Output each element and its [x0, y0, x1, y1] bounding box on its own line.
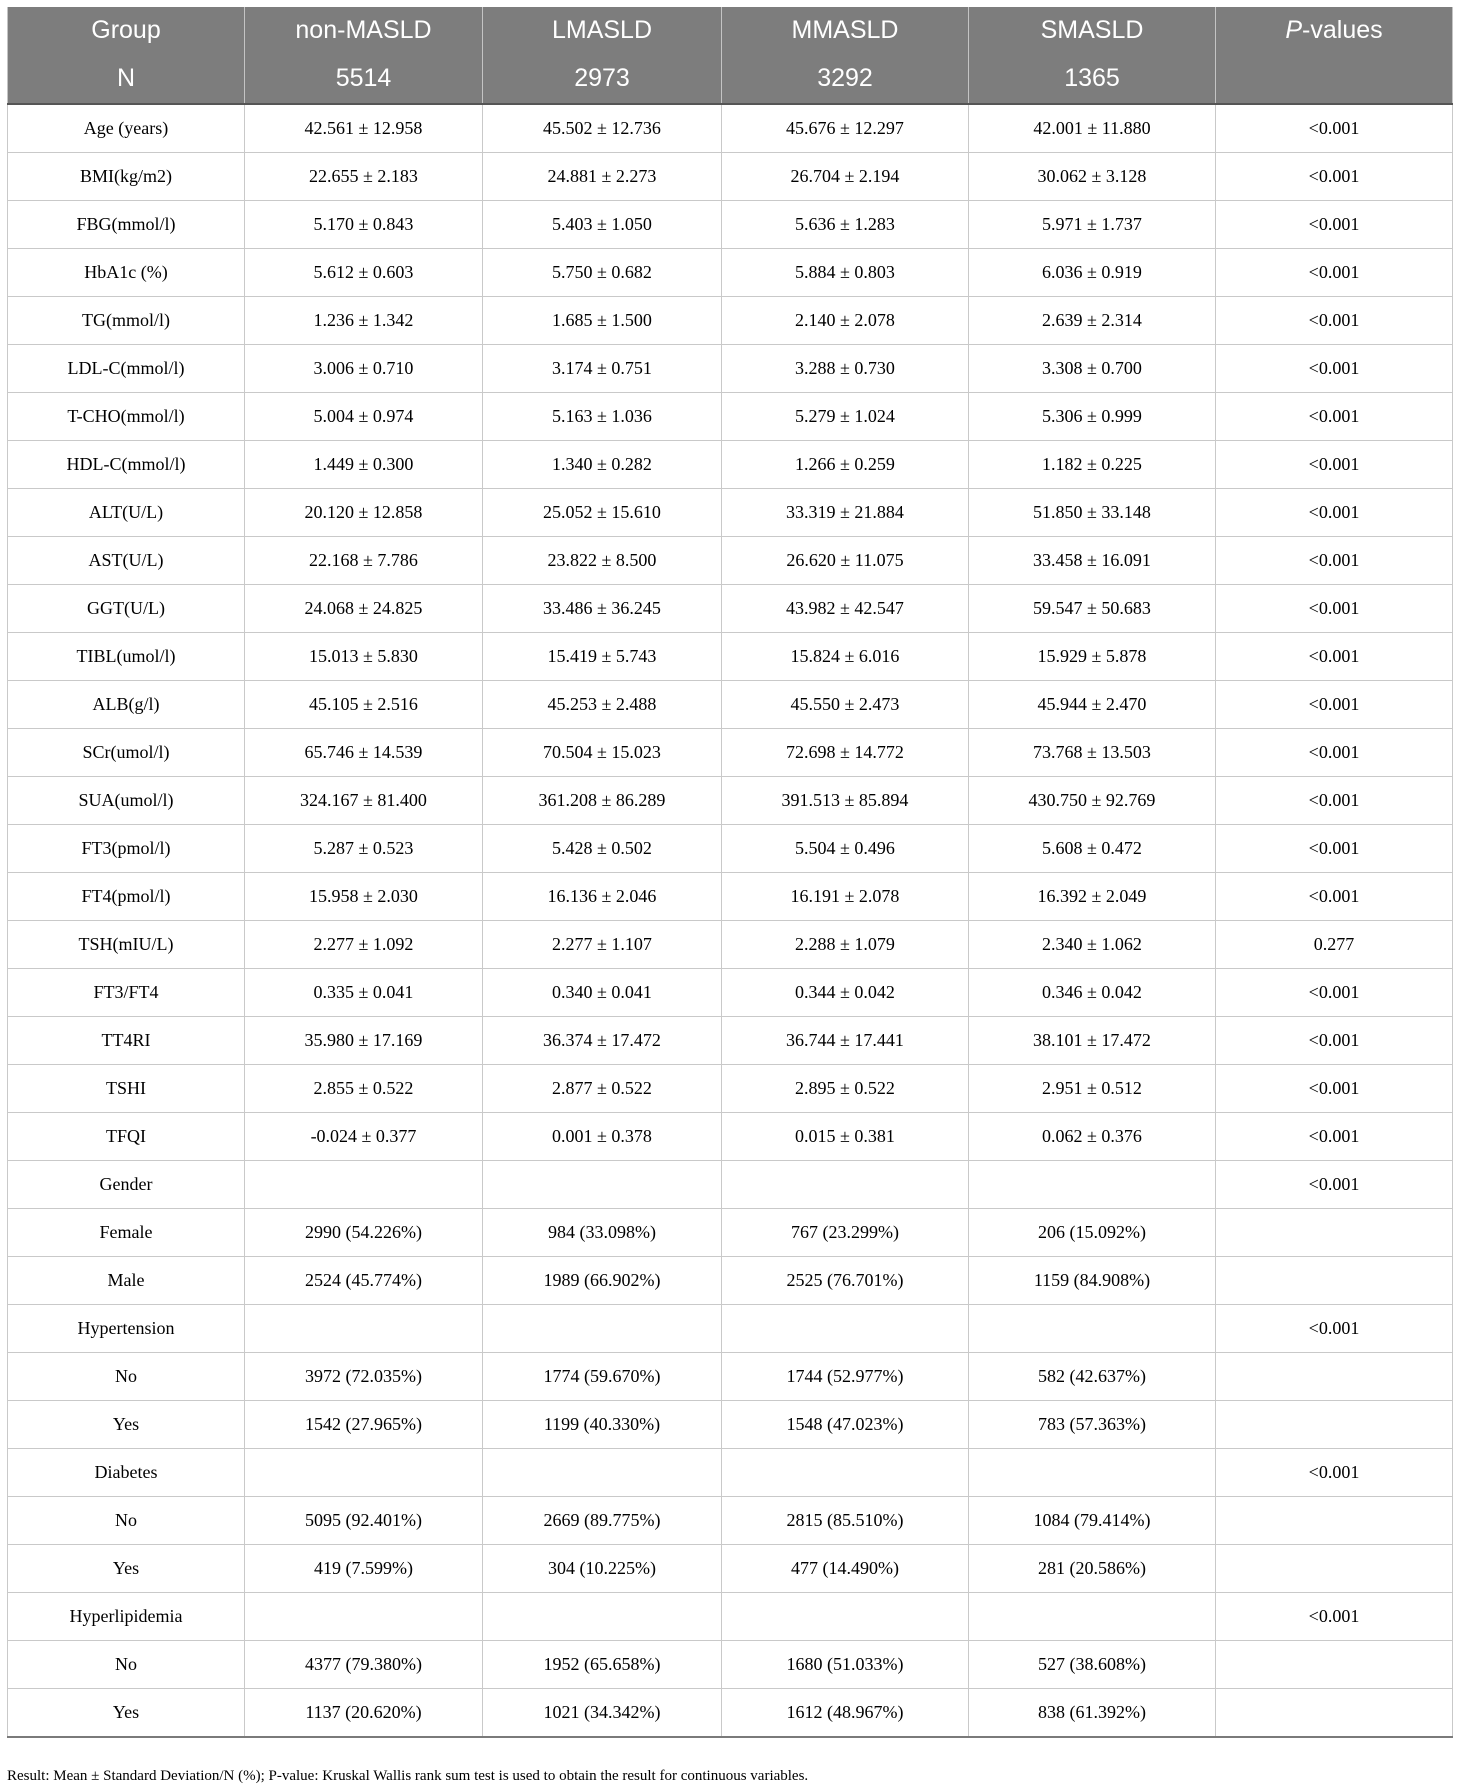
cell-smasld: 5.971 ± 1.737 [969, 201, 1216, 249]
table-row [8, 104, 1453, 153]
cell-p-value: <0.001 [1216, 1113, 1453, 1161]
cell-non-masld: 15.013 ± 5.830 [245, 633, 483, 681]
table-row [8, 825, 1453, 873]
header-mmasld: MMASLD [722, 7, 969, 53]
table-row [8, 969, 1453, 1017]
cell-mmasld: 1744 (52.977%) [722, 1353, 969, 1401]
cell-smasld [969, 1449, 1216, 1497]
cell-p-value: <0.001 [1216, 681, 1453, 729]
cell-non-masld: 3972 (72.035%) [245, 1353, 483, 1401]
cell-non-masld [245, 1305, 483, 1353]
cell-p-value: <0.001 [1216, 1065, 1453, 1113]
table-row [8, 1545, 1453, 1593]
cell-mmasld [722, 1161, 969, 1209]
table-row [8, 1113, 1453, 1161]
cell-non-masld: 324.167 ± 81.400 [245, 777, 483, 825]
cell-non-masld: 2.277 ± 1.092 [245, 921, 483, 969]
table-row [8, 1401, 1453, 1449]
header-p-values-italic: P [1285, 15, 1303, 44]
cell-p-value: <0.001 [1216, 873, 1453, 921]
cell-variable: FT3(pmol/l) [8, 825, 245, 873]
table-row [8, 1305, 1453, 1353]
cell-p-value [1216, 1545, 1453, 1593]
cell-p-value: <0.001 [1216, 729, 1453, 777]
cell-p-value [1216, 1497, 1453, 1545]
table-row [8, 393, 1453, 441]
table-row [8, 441, 1453, 489]
cell-mmasld: 1612 (48.967%) [722, 1689, 969, 1738]
cell-mmasld [722, 1593, 969, 1641]
header-row-n [8, 53, 1453, 104]
cell-lmasld: 33.486 ± 36.245 [483, 585, 722, 633]
cell-variable: ALB(g/l) [8, 681, 245, 729]
table-row [8, 1065, 1453, 1113]
cell-lmasld: 45.253 ± 2.488 [483, 681, 722, 729]
cell-smasld: 2.639 ± 2.314 [969, 297, 1216, 345]
cell-variable: Yes [8, 1401, 245, 1449]
cell-variable: FT3/FT4 [8, 969, 245, 1017]
cell-smasld: 42.001 ± 11.880 [969, 104, 1216, 153]
table-header [8, 7, 1453, 104]
cell-mmasld [722, 1305, 969, 1353]
cell-mmasld: 1548 (47.023%) [722, 1401, 969, 1449]
cell-variable: Diabetes [8, 1449, 245, 1497]
cell-variable: TG(mmol/l) [8, 297, 245, 345]
cell-mmasld: 0.344 ± 0.042 [722, 969, 969, 1017]
cell-non-masld [245, 1449, 483, 1497]
cell-p-value: <0.001 [1216, 393, 1453, 441]
cell-p-value: <0.001 [1216, 1593, 1453, 1641]
cell-variable: ALT(U/L) [8, 489, 245, 537]
cell-non-masld: 20.120 ± 12.858 [245, 489, 483, 537]
cell-mmasld: 5.279 ± 1.024 [722, 393, 969, 441]
cell-variable: TSH(mIU/L) [8, 921, 245, 969]
table-footnote: Result: Mean ± Standard Deviation/N (%); P-value: Kruskal Wallis rank sum test is used to obtain the result for continuous variables. [7, 1768, 809, 1784]
table-row [8, 921, 1453, 969]
cell-smasld: 281 (20.586%) [969, 1545, 1216, 1593]
cell-smasld: 430.750 ± 92.769 [969, 777, 1216, 825]
table-row [8, 1497, 1453, 1545]
cell-non-masld: 3.006 ± 0.710 [245, 345, 483, 393]
cell-lmasld: 2669 (89.775%) [483, 1497, 722, 1545]
cell-variable: Age (years) [8, 104, 245, 153]
cell-smasld: 30.062 ± 3.128 [969, 153, 1216, 201]
cell-mmasld [722, 1449, 969, 1497]
cell-p-value [1216, 1257, 1453, 1305]
cell-p-value: <0.001 [1216, 585, 1453, 633]
table-row [8, 489, 1453, 537]
cell-lmasld: 361.208 ± 86.289 [483, 777, 722, 825]
cell-lmasld: 16.136 ± 2.046 [483, 873, 722, 921]
cell-p-value: <0.001 [1216, 1305, 1453, 1353]
cell-smasld: 1159 (84.908%) [969, 1257, 1216, 1305]
cell-variable: TIBL(umol/l) [8, 633, 245, 681]
cell-variable: BMI(kg/m2) [8, 153, 245, 201]
header-n-non-masld: 5514 [245, 53, 483, 104]
table-row [8, 681, 1453, 729]
cell-non-masld: 1542 (27.965%) [245, 1401, 483, 1449]
cell-non-masld: 2524 (45.774%) [245, 1257, 483, 1305]
cell-smasld: 0.062 ± 0.376 [969, 1113, 1216, 1161]
cell-smasld: 59.547 ± 50.683 [969, 585, 1216, 633]
cell-lmasld [483, 1161, 722, 1209]
header-lmasld: LMASLD [483, 7, 722, 53]
cell-lmasld: 5.163 ± 1.036 [483, 393, 722, 441]
cell-p-value: <0.001 [1216, 441, 1453, 489]
cell-non-masld: 65.746 ± 14.539 [245, 729, 483, 777]
cell-variable: Hyperlipidemia [8, 1593, 245, 1641]
cell-smasld: 38.101 ± 17.472 [969, 1017, 1216, 1065]
cell-smasld: 33.458 ± 16.091 [969, 537, 1216, 585]
cell-lmasld: 5.428 ± 0.502 [483, 825, 722, 873]
cell-non-masld: 5.287 ± 0.523 [245, 825, 483, 873]
cell-non-masld: 22.168 ± 7.786 [245, 537, 483, 585]
cell-mmasld: 0.015 ± 0.381 [722, 1113, 969, 1161]
cell-mmasld: 26.704 ± 2.194 [722, 153, 969, 201]
cell-variable: FBG(mmol/l) [8, 201, 245, 249]
cell-lmasld: 1.340 ± 0.282 [483, 441, 722, 489]
cell-variable: No [8, 1497, 245, 1545]
cell-lmasld [483, 1593, 722, 1641]
cell-variable: LDL-C(mmol/l) [8, 345, 245, 393]
cell-mmasld: 5.504 ± 0.496 [722, 825, 969, 873]
cell-p-value: <0.001 [1216, 249, 1453, 297]
table-row [8, 1449, 1453, 1497]
cell-variable: No [8, 1641, 245, 1689]
cell-mmasld: 2.140 ± 2.078 [722, 297, 969, 345]
table-row [8, 249, 1453, 297]
cell-smasld: 5.306 ± 0.999 [969, 393, 1216, 441]
table-row [8, 633, 1453, 681]
cell-lmasld: 304 (10.225%) [483, 1545, 722, 1593]
cell-lmasld: 1199 (40.330%) [483, 1401, 722, 1449]
cell-lmasld: 2.277 ± 1.107 [483, 921, 722, 969]
cell-p-value: <0.001 [1216, 969, 1453, 1017]
cell-non-masld: 419 (7.599%) [245, 1545, 483, 1593]
cell-p-value: <0.001 [1216, 297, 1453, 345]
table-row [8, 585, 1453, 633]
cell-p-value [1216, 1353, 1453, 1401]
cell-non-masld: 0.335 ± 0.041 [245, 969, 483, 1017]
header-row-group [8, 7, 1453, 53]
cell-non-masld: 5.612 ± 0.603 [245, 249, 483, 297]
cell-mmasld: 767 (23.299%) [722, 1209, 969, 1257]
cell-p-value: <0.001 [1216, 104, 1453, 153]
header-n-p-values [1216, 53, 1453, 104]
cell-non-masld: 45.105 ± 2.516 [245, 681, 483, 729]
baseline-characteristics-table-container [7, 7, 1452, 1738]
cell-smasld: 1.182 ± 0.225 [969, 441, 1216, 489]
cell-lmasld: 5.750 ± 0.682 [483, 249, 722, 297]
cell-lmasld: 36.374 ± 17.472 [483, 1017, 722, 1065]
cell-non-masld: 1.449 ± 0.300 [245, 441, 483, 489]
cell-p-value [1216, 1641, 1453, 1689]
cell-variable: HDL-C(mmol/l) [8, 441, 245, 489]
cell-variable: Male [8, 1257, 245, 1305]
cell-non-masld: 2990 (54.226%) [245, 1209, 483, 1257]
cell-p-value: 0.277 [1216, 921, 1453, 969]
cell-smasld: 2.951 ± 0.512 [969, 1065, 1216, 1113]
table-row [8, 1209, 1453, 1257]
cell-variable: Female [8, 1209, 245, 1257]
cell-mmasld: 43.982 ± 42.547 [722, 585, 969, 633]
cell-smasld: 838 (61.392%) [969, 1689, 1216, 1738]
table-row [8, 729, 1453, 777]
cell-mmasld: 72.698 ± 14.772 [722, 729, 969, 777]
cell-lmasld: 1774 (59.670%) [483, 1353, 722, 1401]
cell-mmasld: 15.824 ± 6.016 [722, 633, 969, 681]
table-row [8, 1257, 1453, 1305]
header-p-values [1216, 7, 1453, 53]
cell-non-masld: 1.236 ± 1.342 [245, 297, 483, 345]
cell-non-masld [245, 1161, 483, 1209]
table-body [8, 104, 1453, 1737]
cell-smasld: 6.036 ± 0.919 [969, 249, 1216, 297]
table-row [8, 345, 1453, 393]
cell-p-value: <0.001 [1216, 1017, 1453, 1065]
table-row [8, 1593, 1453, 1641]
cell-lmasld: 1.685 ± 1.500 [483, 297, 722, 345]
cell-mmasld: 5.636 ± 1.283 [722, 201, 969, 249]
cell-lmasld: 1989 (66.902%) [483, 1257, 722, 1305]
cell-variable: Yes [8, 1689, 245, 1738]
cell-lmasld: 1952 (65.658%) [483, 1641, 722, 1689]
cell-non-masld: 35.980 ± 17.169 [245, 1017, 483, 1065]
cell-non-masld: 1137 (20.620%) [245, 1689, 483, 1738]
cell-mmasld: 2.895 ± 0.522 [722, 1065, 969, 1113]
table-row [8, 777, 1453, 825]
cell-lmasld: 2.877 ± 0.522 [483, 1065, 722, 1113]
cell-non-masld: 5.170 ± 0.843 [245, 201, 483, 249]
table-row [8, 1353, 1453, 1401]
cell-variable: TFQI [8, 1113, 245, 1161]
cell-mmasld: 2525 (76.701%) [722, 1257, 969, 1305]
cell-p-value: <0.001 [1216, 537, 1453, 585]
table-row [8, 1641, 1453, 1689]
cell-smasld: 5.608 ± 0.472 [969, 825, 1216, 873]
cell-mmasld: 5.884 ± 0.803 [722, 249, 969, 297]
cell-non-masld: 24.068 ± 24.825 [245, 585, 483, 633]
cell-mmasld: 16.191 ± 2.078 [722, 873, 969, 921]
table-row [8, 153, 1453, 201]
cell-smasld: 0.346 ± 0.042 [969, 969, 1216, 1017]
cell-lmasld: 0.340 ± 0.041 [483, 969, 722, 1017]
cell-mmasld: 3.288 ± 0.730 [722, 345, 969, 393]
cell-lmasld: 45.502 ± 12.736 [483, 104, 722, 153]
cell-smasld: 16.392 ± 2.049 [969, 873, 1216, 921]
cell-smasld: 73.768 ± 13.503 [969, 729, 1216, 777]
header-n-mmasld: 3292 [722, 53, 969, 104]
cell-mmasld: 477 (14.490%) [722, 1545, 969, 1593]
table-row [8, 873, 1453, 921]
cell-smasld: 1084 (79.414%) [969, 1497, 1216, 1545]
cell-smasld: 2.340 ± 1.062 [969, 921, 1216, 969]
cell-lmasld: 0.001 ± 0.378 [483, 1113, 722, 1161]
cell-non-masld: 22.655 ± 2.183 [245, 153, 483, 201]
cell-smasld: 45.944 ± 2.470 [969, 681, 1216, 729]
cell-non-masld: 4377 (79.380%) [245, 1641, 483, 1689]
cell-lmasld: 3.174 ± 0.751 [483, 345, 722, 393]
baseline-characteristics-table [7, 7, 1453, 1738]
cell-variable: TT4RI [8, 1017, 245, 1065]
cell-variable: TSHI [8, 1065, 245, 1113]
cell-variable: HbA1c (%) [8, 249, 245, 297]
cell-lmasld: 15.419 ± 5.743 [483, 633, 722, 681]
table-row [8, 537, 1453, 585]
header-n-lmasld: 2973 [483, 53, 722, 104]
cell-non-masld: 5095 (92.401%) [245, 1497, 483, 1545]
cell-p-value: <0.001 [1216, 777, 1453, 825]
header-n-smasld: 1365 [969, 53, 1216, 104]
cell-mmasld: 1680 (51.033%) [722, 1641, 969, 1689]
cell-variable: T-CHO(mmol/l) [8, 393, 245, 441]
cell-mmasld: 33.319 ± 21.884 [722, 489, 969, 537]
table-row [8, 1017, 1453, 1065]
cell-smasld: 582 (42.637%) [969, 1353, 1216, 1401]
cell-smasld: 206 (15.092%) [969, 1209, 1216, 1257]
cell-p-value [1216, 1689, 1453, 1738]
cell-lmasld: 23.822 ± 8.500 [483, 537, 722, 585]
cell-p-value [1216, 1209, 1453, 1257]
cell-mmasld: 2.288 ± 1.079 [722, 921, 969, 969]
cell-lmasld [483, 1305, 722, 1353]
cell-mmasld: 36.744 ± 17.441 [722, 1017, 969, 1065]
cell-non-masld: 42.561 ± 12.958 [245, 104, 483, 153]
cell-p-value: <0.001 [1216, 1161, 1453, 1209]
cell-lmasld: 25.052 ± 15.610 [483, 489, 722, 537]
header-non-masld: non-MASLD [245, 7, 483, 53]
cell-non-masld: -0.024 ± 0.377 [245, 1113, 483, 1161]
header-p-values-suffix: -values [1302, 15, 1383, 44]
cell-lmasld: 70.504 ± 15.023 [483, 729, 722, 777]
header-smasld: SMASLD [969, 7, 1216, 53]
cell-smasld: 15.929 ± 5.878 [969, 633, 1216, 681]
cell-smasld: 3.308 ± 0.700 [969, 345, 1216, 393]
table-row [8, 1689, 1453, 1738]
cell-mmasld: 26.620 ± 11.075 [722, 537, 969, 585]
cell-p-value: <0.001 [1216, 633, 1453, 681]
cell-smasld [969, 1305, 1216, 1353]
cell-non-masld [245, 1593, 483, 1641]
table-row [8, 201, 1453, 249]
cell-lmasld: 1021 (34.342%) [483, 1689, 722, 1738]
cell-non-masld: 15.958 ± 2.030 [245, 873, 483, 921]
cell-p-value: <0.001 [1216, 489, 1453, 537]
cell-p-value: <0.001 [1216, 1449, 1453, 1497]
cell-smasld: 51.850 ± 33.148 [969, 489, 1216, 537]
cell-smasld [969, 1161, 1216, 1209]
cell-mmasld: 45.676 ± 12.297 [722, 104, 969, 153]
cell-lmasld: 5.403 ± 1.050 [483, 201, 722, 249]
header-n-label: N [8, 53, 245, 104]
cell-non-masld: 2.855 ± 0.522 [245, 1065, 483, 1113]
cell-variable: GGT(U/L) [8, 585, 245, 633]
cell-smasld: 783 (57.363%) [969, 1401, 1216, 1449]
cell-variable: Yes [8, 1545, 245, 1593]
cell-variable: Hypertension [8, 1305, 245, 1353]
cell-smasld [969, 1593, 1216, 1641]
cell-lmasld [483, 1449, 722, 1497]
cell-smasld: 527 (38.608%) [969, 1641, 1216, 1689]
table-row [8, 1161, 1453, 1209]
cell-p-value [1216, 1401, 1453, 1449]
cell-p-value: <0.001 [1216, 345, 1453, 393]
cell-p-value: <0.001 [1216, 153, 1453, 201]
cell-p-value: <0.001 [1216, 825, 1453, 873]
cell-mmasld: 45.550 ± 2.473 [722, 681, 969, 729]
cell-variable: Gender [8, 1161, 245, 1209]
cell-mmasld: 391.513 ± 85.894 [722, 777, 969, 825]
cell-variable: SCr(umol/l) [8, 729, 245, 777]
cell-variable: FT4(pmol/l) [8, 873, 245, 921]
cell-variable: AST(U/L) [8, 537, 245, 585]
cell-mmasld: 2815 (85.510%) [722, 1497, 969, 1545]
cell-p-value: <0.001 [1216, 201, 1453, 249]
cell-mmasld: 1.266 ± 0.259 [722, 441, 969, 489]
cell-lmasld: 24.881 ± 2.273 [483, 153, 722, 201]
header-group: Group [8, 7, 245, 53]
table-row [8, 297, 1453, 345]
cell-non-masld: 5.004 ± 0.974 [245, 393, 483, 441]
cell-variable: SUA(umol/l) [8, 777, 245, 825]
cell-lmasld: 984 (33.098%) [483, 1209, 722, 1257]
cell-variable: No [8, 1353, 245, 1401]
